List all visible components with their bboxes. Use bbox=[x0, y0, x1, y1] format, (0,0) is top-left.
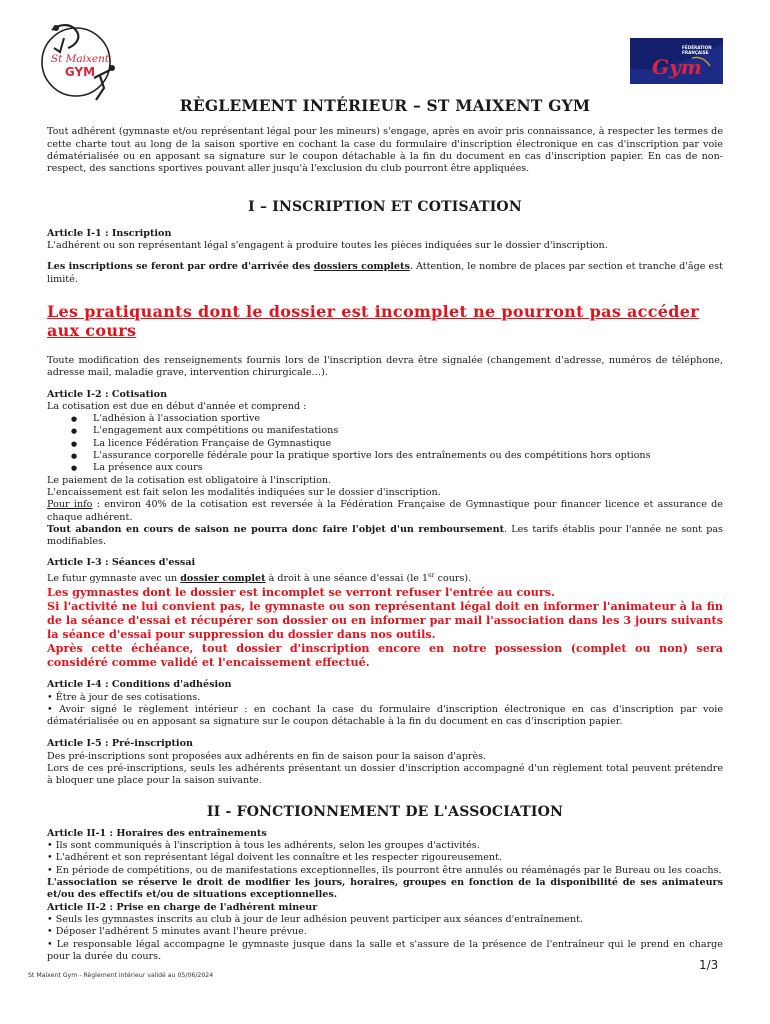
section-1-title: I – INSCRIPTION ET COTISATION bbox=[248, 199, 522, 216]
list-item: • L'adhérent et son représentant légal doivent les connaître et les respecter rigoureusement. bbox=[47, 852, 502, 864]
list-item: ● La licence Fédération Française de Gymnastique bbox=[93, 438, 723, 450]
trial-warning-1: Les gymnastes dont le dossier est incomplet se verront refuser l'entrée au cours. bbox=[47, 585, 555, 600]
payment-line-1: Le paiement de la cotisation est obligatoire à l'inscription. bbox=[47, 474, 332, 486]
dossiers-complets-underline: dossiers complets bbox=[313, 261, 410, 273]
list-item: ● La présence aux cours bbox=[93, 462, 723, 474]
inscription-order-bold: Les inscriptions se feront par ordre d'arrivée des bbox=[47, 261, 314, 273]
list-item: • Le responsable légal accompagne le gymnaste jusque dans la salle et s'assure de la présence de l'entraîneur qui le prend en charge pour la durée du cours. bbox=[47, 938, 723, 962]
list-item: ● L'adhésion à l'association sportive bbox=[93, 413, 723, 425]
article-1-1-text: L'adhérent ou son représentant légal s'engagent à produire toutes les pièces indiquées sur le dossier d'inscription. bbox=[47, 240, 608, 252]
article-1-3-title: Article I-3 : Séances d'essai bbox=[47, 557, 196, 569]
list-item: • En période de compétitions, ou de manifestations exceptionnelles, ils pourront être annulés ou réaménagés par le Bureau ou les coachs. bbox=[47, 864, 722, 876]
trial-warning-2: Si l'activité ne lui convient pas, le gymnaste ou son représentant légal doit en informer l'animateur à la fin de la séance d'essai et récupérer son dossier ou en informer par mail l'association dans les 3 jours suivants la séance d'essai pour suppression du dossier dans nos outils. bbox=[47, 599, 723, 642]
trial-warning-3: Après cette échéance, tout dossier d'inscription encore en notre possession (complet ou non) sera considéré comme validé et l'encaissement effectué. bbox=[47, 641, 723, 670]
schedule-change-notice: L'association se réserve le droit de modifier les jours, horaires, groupes en fonction de la disponibilité de ses animateurs et/ou des effectifs et/ou de situations exceptionnelles. bbox=[47, 877, 723, 901]
trial-text-sup: er bbox=[428, 571, 435, 579]
info-label: Pour info bbox=[47, 499, 93, 511]
intro-paragraph: Tout adhérent (gymnaste et/ou représentant légal pour les mineurs) s'engage, après en avoir pris connaissance, à respecter les termes de cette charte tout au long de la saison sportive en cochant la case du formulaire d'inscription électronique en cas d'inscription par voie dématérialisée ou en apposant sa signature sur le coupon détachable à la fin du document en cas d'inscription papier. En cas de non-respect, des sanctions sportives pouvant aller jusqu'à l'exclusion du club pourront être appliquées. bbox=[47, 126, 723, 175]
article-1-4-title: Article I-4 : Conditions d'adhésion bbox=[47, 679, 232, 691]
list-item: • Déposer l'adhérent 5 minutes avant l'heure prévue. bbox=[47, 926, 307, 938]
section-2-title: II - FONCTIONNEMENT DE L'ASSOCIATION bbox=[206, 803, 564, 820]
no-refund-rest: . Les tarifs établis pour l'année ne sont pas modifiables. bbox=[47, 523, 723, 548]
list-item: ● L'assurance corporelle fédérale pour la pratique sportive lors des entraînements ou des compétitions hors options bbox=[93, 450, 723, 462]
info-text: : environ 40% de la cotisation est reversée à la Fédération Française de Gymnastique pour financer licence et assurance de chaque adhérent. bbox=[47, 499, 723, 523]
federation-logo-text-1: FÉDÉRATION bbox=[682, 45, 712, 50]
trial-session-text bbox=[47, 570, 723, 585]
payment-line-2: L'encaissement est fait selon les modalités indiquées sur le dossier d'inscription. bbox=[47, 486, 441, 498]
adhesion-condition-1: • Être à jour de ses cotisations. bbox=[47, 691, 201, 703]
document-body bbox=[47, 92, 723, 963]
article-1-1-inscription-order bbox=[47, 261, 723, 286]
page-number: 1/3 bbox=[699, 958, 719, 972]
adhesion-condition-2: • Avoir signé le règlement intérieur : en cochant la case du formulaire d'inscription électronique en cas d'inscription par voie dématérialisée ou en apposant sa signature sur le coupon détachable à la fin du document en cas d'inscription papier. bbox=[47, 703, 723, 728]
no-refund-paragraph bbox=[47, 524, 723, 549]
cotisation-list bbox=[47, 413, 723, 474]
article-1-2-title: Article I-2 : Cotisation bbox=[47, 388, 168, 400]
federation-logo bbox=[630, 38, 723, 84]
article-2-2-title: Article II-2 : Prise en charge de l'adhérent mineur bbox=[47, 901, 318, 913]
dossier-complet-underline: dossier complet bbox=[180, 572, 266, 584]
footer-text: St Maixent Gym - Règlement intérieur validé au 05/06/2024 bbox=[28, 972, 214, 979]
article-1-1-title: Article I-1 : Inscription bbox=[47, 227, 172, 239]
preinscription-text-2: Lors de ces pré-inscriptions, seuls les adhérents présentant un dossier d'inscription accompagné d'un règlement total peuvent prétendre à bloquer une place pour la saison suivante. bbox=[47, 762, 723, 787]
trial-text-start: Le futur gymnaste avec un bbox=[47, 572, 181, 584]
trial-text-end: cours). bbox=[434, 572, 472, 584]
no-refund-bold: Tout abandon en cours de saison ne pourra donc faire l'objet d'un remboursement bbox=[47, 523, 504, 535]
document-title: RÈGLEMENT INTÉRIEUR – ST MAIXENT GYM bbox=[179, 96, 591, 115]
incomplete-file-warning: Les pratiquants dont le dossier est incomplet ne pourront pas accéder aux cours bbox=[47, 301, 699, 341]
federation-logo-text-main: Gym bbox=[652, 55, 702, 79]
article-1-5-title: Article I-5 : Pré-inscription bbox=[47, 738, 193, 750]
federation-logo-text-2: FRANÇAISE bbox=[682, 50, 709, 55]
list-item: • Ils sont communiqués à l'inscription à tous les adhérents, selon les groupes d'activités. bbox=[47, 840, 480, 852]
inscription-order-rest: . Attention, le nombre de places par section et tranche d'âge est limité. bbox=[47, 261, 723, 285]
info-paragraph bbox=[47, 499, 723, 524]
cotisation-intro: La cotisation est due en début d'année et comprend : bbox=[47, 400, 307, 412]
club-logo-text-1: St Maixent bbox=[50, 53, 110, 65]
trial-text-mid: à droit à une séance d'essai (le 1 bbox=[265, 572, 429, 584]
club-logo-text-2: GYM bbox=[64, 65, 96, 79]
preinscription-text-1: Des pré-inscriptions sont proposées aux adhérents en fin de saison pour la saison d'après. bbox=[47, 750, 487, 762]
list-item: ● L'engagement aux compétitions ou manifestations bbox=[93, 425, 723, 437]
list-item: • Seuls les gymnastes inscrits au club à jour de leur adhésion peuvent participer aux séances d'entraînement. bbox=[47, 913, 584, 925]
article-2-1-title: Article II-1 : Horaires des entraînements bbox=[47, 827, 267, 839]
modification-paragraph: Toute modification des renseignements fournis lors de l'inscription devra être signalée (changement d'adresse, numéros de téléphone, adresse mail, maladie grave, intervention chirurgicale…). bbox=[47, 354, 723, 379]
